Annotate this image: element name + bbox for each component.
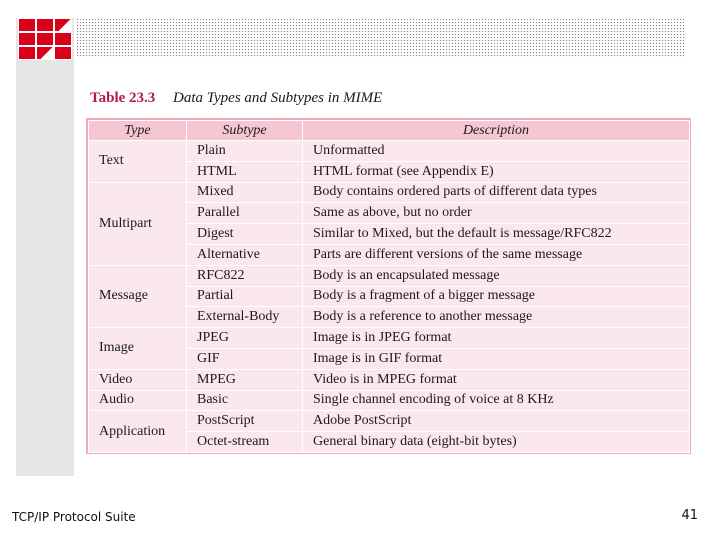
description-cell: Similar to Mixed, but the default is message/RFC822	[303, 224, 690, 245]
type-cell: Video	[89, 369, 187, 390]
description-cell: Adobe PostScript	[303, 411, 690, 432]
subtype-cell: MPEG	[187, 369, 303, 390]
subtype-cell: Plain	[187, 141, 303, 162]
description-cell: Single channel encoding of voice at 8 KHz	[303, 390, 690, 411]
mime-types-table	[88, 120, 690, 453]
left-sidebar-strip	[16, 18, 74, 476]
subtype-cell: HTML	[187, 161, 303, 182]
description-cell: General binary data (eight-bit bytes)	[303, 432, 690, 453]
type-cell: Audio	[89, 390, 187, 411]
subtype-cell: Parallel	[187, 203, 303, 224]
description-cell: Body is an encapsulated message	[303, 265, 690, 286]
table-row	[89, 328, 690, 349]
red-grid-logo-icon	[18, 18, 72, 60]
table-row	[89, 265, 690, 286]
dotted-header-band	[76, 18, 686, 60]
type-cell: Application	[89, 411, 187, 453]
description-cell: Parts are different versions of the same message	[303, 244, 690, 265]
subtype-cell: RFC822	[187, 265, 303, 286]
description-cell: Body contains ordered parts of different data types	[303, 182, 690, 203]
header-type: Type	[89, 121, 187, 141]
table-row	[89, 141, 690, 162]
table-row	[89, 390, 690, 411]
subtype-cell: Basic	[187, 390, 303, 411]
type-cell: Text	[89, 141, 187, 183]
type-cell: Message	[89, 265, 187, 327]
description-cell: Image is in GIF format	[303, 348, 690, 369]
table-header-row	[89, 121, 690, 141]
footer-title: TCP/IP Protocol Suite	[12, 510, 136, 524]
subtype-cell: Alternative	[187, 244, 303, 265]
description-cell: HTML format (see Appendix E)	[303, 161, 690, 182]
subtype-cell: Mixed	[187, 182, 303, 203]
table-row	[89, 369, 690, 390]
table-body	[89, 141, 690, 453]
description-cell: Same as above, but no order	[303, 203, 690, 224]
description-cell: Body is a fragment of a bigger message	[303, 286, 690, 307]
type-cell: Multipart	[89, 182, 187, 265]
subtype-cell: JPEG	[187, 328, 303, 349]
description-cell: Image is in JPEG format	[303, 328, 690, 349]
page-number: 41	[681, 508, 698, 523]
caption-number: Table 23.3	[90, 90, 156, 106]
type-cell: Image	[89, 328, 187, 370]
subtype-cell: Octet-stream	[187, 432, 303, 453]
subtype-cell: Partial	[187, 286, 303, 307]
description-cell: Video is in MPEG format	[303, 369, 690, 390]
header-description: Description	[303, 121, 690, 141]
subtype-cell: External-Body	[187, 307, 303, 328]
subtype-cell: GIF	[187, 348, 303, 369]
caption-title: Data Types and Subtypes in MIME	[173, 90, 383, 106]
table-caption	[90, 90, 382, 110]
description-cell: Body is a reference to another message	[303, 307, 690, 328]
subtype-cell: PostScript	[187, 411, 303, 432]
table-row	[89, 182, 690, 203]
table-row	[89, 411, 690, 432]
description-cell: Unformatted	[303, 141, 690, 162]
subtype-cell: Digest	[187, 224, 303, 245]
header-subtype: Subtype	[187, 121, 303, 141]
